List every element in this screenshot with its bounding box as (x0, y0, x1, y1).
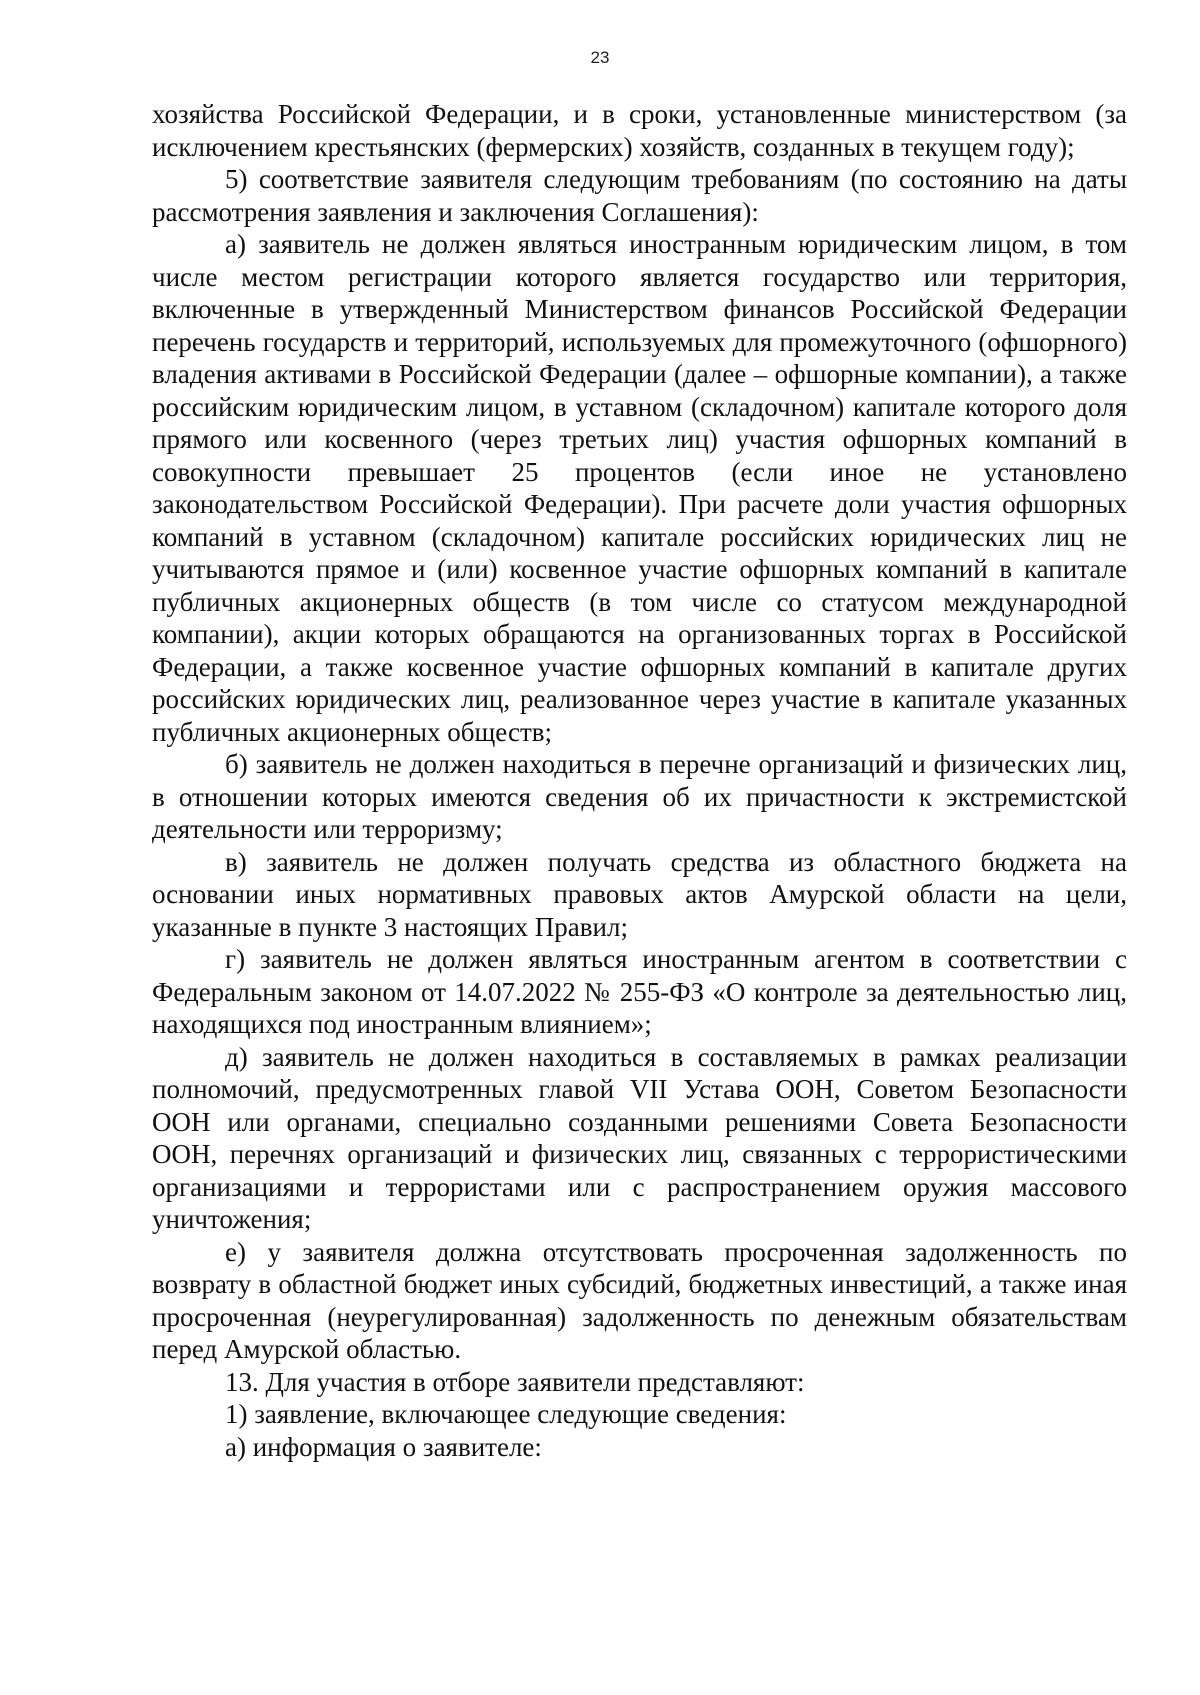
paragraph-item-13-1-a: а) информация о заявителе: (225, 1431, 542, 1462)
paragraph-subitem-e-debt: е) у заявителя должна отсутствовать просроченная задолженность по возврату в областной бюджет иных субсидий, бюджетных инвестиций, а также иная просроченная (неурегулированная) задолженность по денежным обязательствам перед Амурской областью. (152, 1236, 1127, 1364)
document-body (152, 98, 1127, 1463)
paragraph-subitem-d-un-lists: д) заявитель не должен находиться в составляемых в рамках реализации полномочий, предусмотренных главой VII Устава ООН, Советом Безопасности ООН или органами, специально созданными решениями Совета Безопасности ООН, перечнях организаций и физических лиц, связанных с террористическими организациями и террористами или с распространением оружия массового уничтожения; (152, 1041, 1127, 1234)
paragraph-item-13-1: 1) заявление, включающее следующие сведения: (225, 1399, 787, 1429)
paragraph-subitem-a-offshore: а) заявитель не должен являться иностранным юридическим лицом, в том числе местом регистрации которого является государство или территория, включенные в утвержденный Министерством финансов Российской Федерации перечень государств и территорий, используемых для промежуточного (офшорного) владения активами в Российской Федерации (далее – офшорные компании), а также российским юридическим лицом, в уставном (складочном) капитале которого доля прямого или косвенного (через третьих лиц) участия офшорных компаний в совокупности превышает 25 процентов (если иное не установлено законодательством Российской Федерации). При расчете доли участия офшорных компаний в уставном (складочном) капитале российских юридических лиц не учитываются прямое и (или) косвенное участие офшорных компаний в капитале публичных акционерных обществ (в том числе со статусом международной компании), акции которых обращаются на организованных торгах в Российской Федерации, а также косвенное участие офшорных компаний в капитале других российских юридических лиц, реализованное через участие в капитале указанных публичных акционерных обществ; (152, 229, 1127, 747)
paragraph-continuation: хозяйства Российской Федерации, и в сроки, установленные министерством (за исключением крестьянских (фермерских) хозяйств, созданных в текущем году); (152, 99, 1127, 162)
page-number: 23 (590, 48, 610, 67)
paragraph-item-13: 13. Для участия в отборе заявители представляют: (225, 1366, 805, 1397)
paragraph-item-5: 5) соответствие заявителя следующим требованиям (по состоянию на даты рассмотрения заявления и заключения Соглашения): (152, 164, 1127, 227)
paragraph-subitem-v-budget: в) заявитель не должен получать средства из областного бюджета на основании иных нормативных правовых актов Амурской области на цели, указанные в пункте 3 настоящих Правил; (152, 846, 1127, 942)
paragraph-subitem-b-extremism: б) заявитель не должен находиться в перечне организаций и физических лиц, в отношении которых имеются сведения об их причастности к экстремистской деятельности или терроризму; (152, 749, 1127, 844)
paragraph-subitem-g-foreign-agent: г) заявитель не должен являться иностранным агентом в соответствии с Федеральным законом от 14.07.2022 № 255-ФЗ «О контроле за деятельностью лиц, находящихся под иностранным влиянием»; (152, 944, 1127, 1039)
